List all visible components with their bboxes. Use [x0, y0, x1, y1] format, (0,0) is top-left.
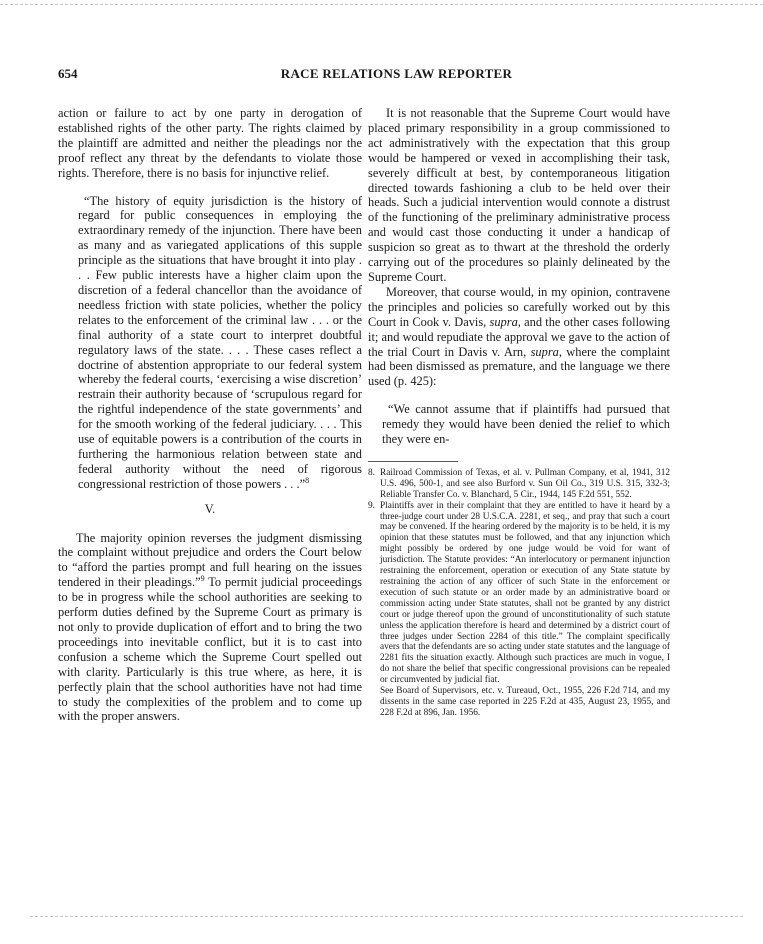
paragraph-continued: action or failure to act by one party in derogation of established rights of the other party. The rights claimed by the plaintiff are admitted and neither the pleadings nor the proof reflect any threat by the defendants to violate those rights. Therefore, there is no basis for injunctive relief.: [58, 106, 362, 180]
footnote-number: 9.: [368, 500, 375, 511]
italic-supra: supra: [489, 314, 518, 329]
bottom-scan-edge: [30, 916, 743, 917]
paragraph-not-reasonable: It is not reasonable that the Supreme Court would have placed primary responsibility in a group commissioned to act administratively with the expectation that this group would be hampered or vexed in accomplishing their task, severely difficult at best, by contemporaneous litigation directed towards fashioning a club to be held over their heads. Such a judicial intervention would connote a distrust of the functioning of the preliminary administrative process and would cast those conducting it under a handicap of suspicion so great as to thwart at the threshold the orderly carrying out of the procedures so plainly delineated by the Supreme Court.: [368, 106, 670, 284]
footnote-9: [368, 501, 670, 686]
left-column: [58, 106, 362, 866]
footnotes: [368, 468, 670, 719]
running-header: RACE RELATIONS LAW REPORTER: [280, 66, 513, 81]
block-quote-text: “The history of equity jurisdiction is the history of regard for public consequences in employing the extraordinary remedy of the injunction. There have been as many and as variegated applications of this supple principle as the situations that have brought it into play . . . Few public interests have a higher claim upon the discretion of a federal chancellor than the avoidance of needless friction with state policies, whether the policy relates to the enforcement of the criminal law . . . or the final authority of a state court to interpret doubtful regulatory laws of the state. . . . These cases reflect a doctrine of abstention appropriate to our federal system whereby the federal courts, ‘exercising a wise discretion’ restrain their authority because of ‘scrupulous regard for the rightful independence of the state governments’ and for the smooth working of the federal judiciary. . . . This use of equitable powers is a contribution of the courts in furthering the harmonious relation between state and federal authority without the need of rigorous congressional restriction of those powers . . .”: [78, 193, 362, 491]
paragraph-text: The majority opinion reverses the judgment dismissing the complaint without prejudice and orders the Court below to “afford the parties prompt and full hearing on the issues tendered in their pleadings.”: [58, 530, 362, 590]
section-heading: V.: [204, 501, 216, 516]
footnote-number: 8.: [368, 467, 375, 478]
footnote-8: [368, 468, 670, 501]
top-scan-edge: [0, 4, 763, 5]
footnote-ref-8: 8: [305, 475, 310, 485]
block-quote-davis-v-arn: “We cannot assume that if plaintiffs had pursued that remedy they would have been denied the relief to which they were en-: [382, 402, 670, 447]
italic-supra: supra: [530, 344, 559, 359]
paragraph-text: , where the complaint had been dismissed as premature, and the language we there used (p. 425):: [368, 344, 670, 389]
footnote-9-continuation: See Board of Supervisors, etc. v. Tureaud, Oct., 1955, 226 F.2d 714, and my dissents in the same case reported in 225 F.2d at 435, August 23, 1955, and 228 F.2d at 896, Jan. 1956.: [380, 686, 670, 718]
paragraph-text: , and the other cases following it; and would repudiate the approval we gave to the action of the trial Court in Davis v. Arn,: [368, 314, 670, 359]
paragraph-majority-opinion: [58, 531, 362, 725]
block-quote-frankfurter: [78, 194, 362, 492]
paragraph-text: To permit judicial proceedings to be in progress while the school authorities are seeking to perform duties defined by the Supreme Court as primary is not only to provide duplication of effort and to bring the two proceedings into inevitable conflict, but it is to cast into confusion a scheme which the Supreme Court spelled out with clarity. Particularly is this true where, as here, it is perfectly plain that the school authorities have not had time to study the complexities of the problem and to come up with the proper answers.: [58, 575, 362, 724]
footnote-text: Plaintiffs aver in their complaint that they are entitled to have it heard by a three-judge court under 28 U.S.C.A. 2281, et seq., and pray that such a court may be convened. If the hearing ordered by the majority is to be held, it is my opinion that these statutes must be followed, and that any injunction which might possibly be ordered by one judge would be void for want of jurisdiction. The Statute provides: “An interlocutory or permanent injunction restraining the enforcement, operation or execution of any State statute by restraining the action of any officer of such State in the enforcement or execution of such statute or an order made by an administrative board or commission acting under State statutes, shall not be granted by any district court or judge thereof upon the ground of unconstitutionality of such statute unless the application therefore is heard and determined by a district court of three judges under Section 2284 of this title.” The complaint specifically avers that the defendants are so acting under state statutes and the language of 2281 fits the situation exactly. Although such practices are much in vogue, I do not share the belief that specific congressional provisions can be repealed or circumvented by judicial fiat.: [380, 500, 670, 686]
paragraph-text: Moreover, that course would, in my opinion, contravene the principles and policies so carefully worked out by this Court in Cook v. Davis,: [368, 284, 670, 329]
footnote-text: Railroad Commission of Texas, et al. v. Pullman Company, et al, 1941, 312 U.S. 496, 500-1, and see also Burford v. Sun Oil Co., 319 U.S. 315, 332-3; Reliable Transfer Co. v. Blanchard, 5 Cir., 1944, 145 F.2d 551, 552.: [380, 467, 670, 500]
footnote-separator: [368, 461, 458, 462]
paragraph-moreover: [368, 285, 670, 389]
footnote-ref-9: 9: [200, 574, 205, 584]
page-number: 654: [58, 66, 78, 81]
right-column: [368, 106, 670, 866]
